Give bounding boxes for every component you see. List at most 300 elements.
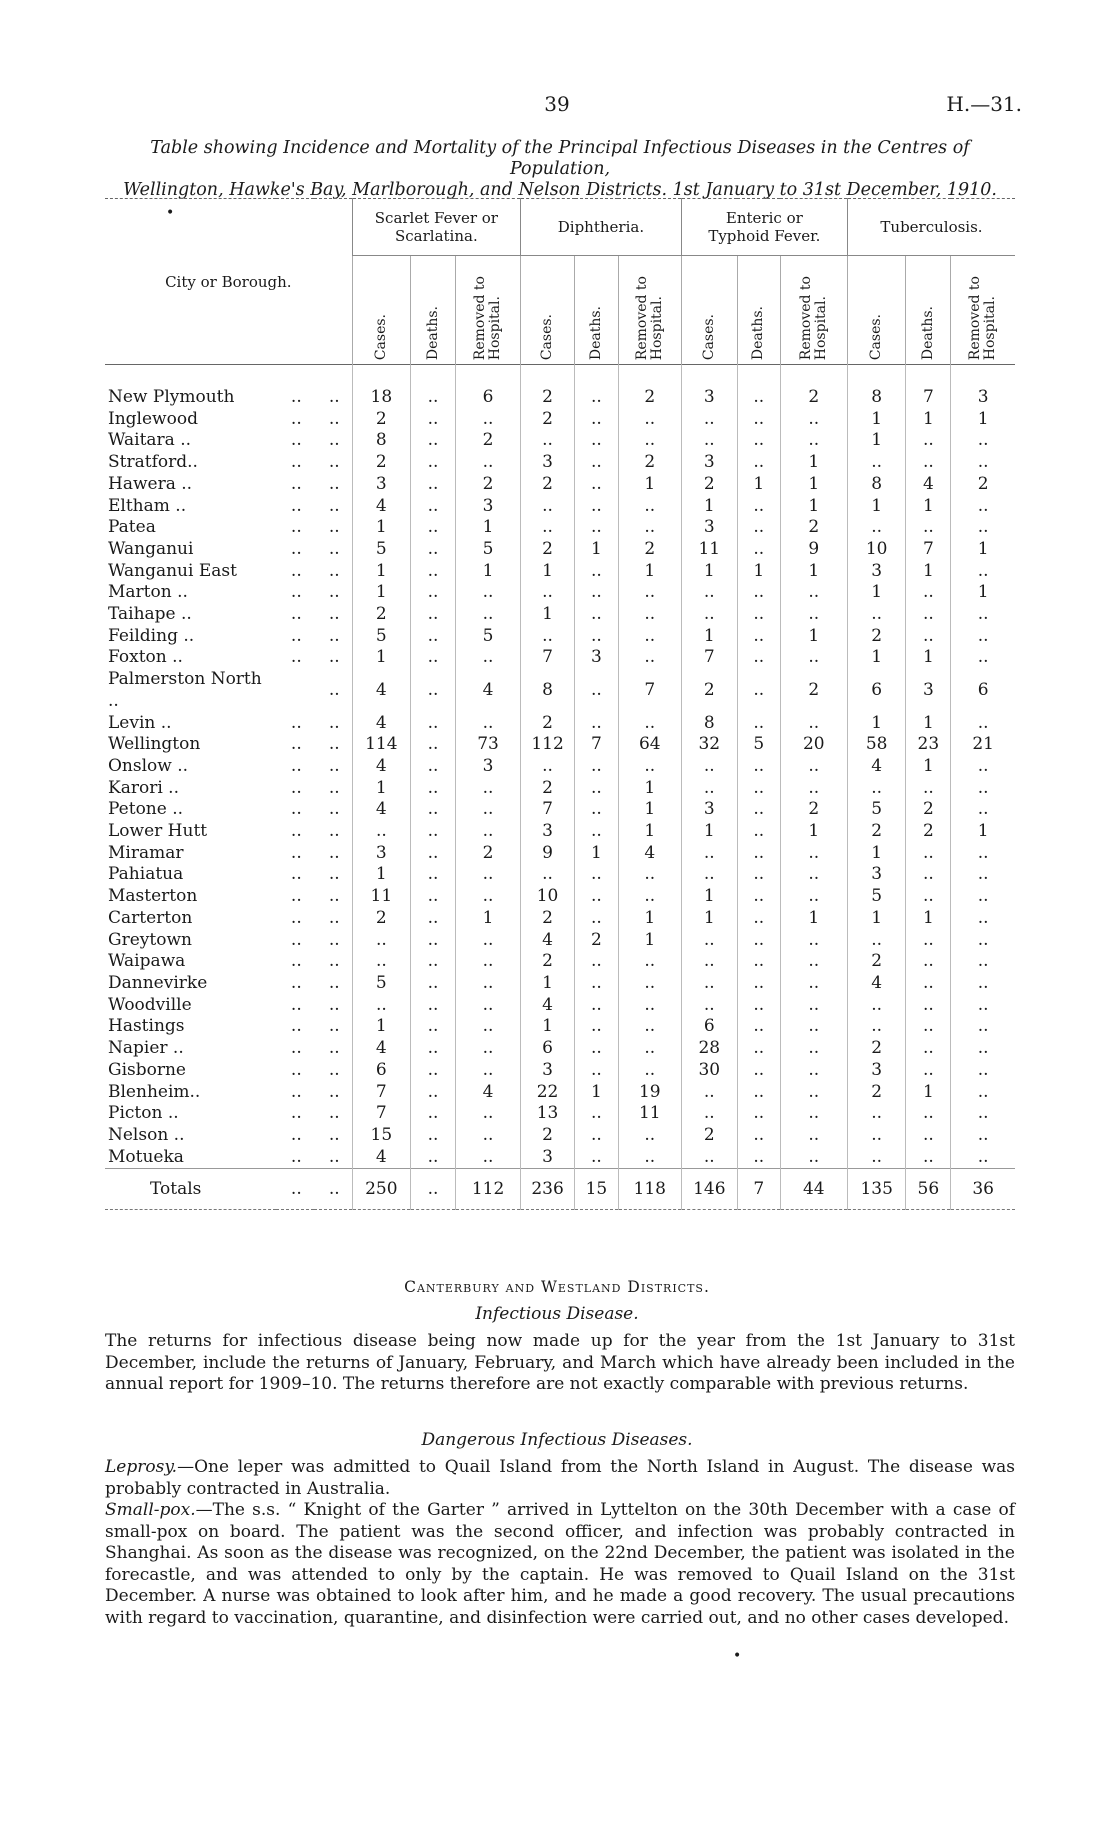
table-cell: 1 — [906, 496, 951, 518]
table-cell: 2 — [847, 951, 905, 973]
table-cell: .. — [847, 452, 905, 474]
city-name: Eltham .. — [108, 495, 187, 516]
table-cell: 44 — [780, 1169, 847, 1210]
table-cell: 4 — [352, 669, 410, 712]
table-cell: .. — [455, 1060, 520, 1082]
table-cell: 1 — [681, 626, 737, 648]
leader-dots: .. — [290, 604, 302, 625]
table-cell: 1 — [906, 647, 951, 669]
leader-dots: .. — [290, 1146, 302, 1167]
table-cell: 8 — [847, 474, 905, 496]
table-cell: 1 — [951, 409, 1015, 431]
table-cell: 56 — [906, 1169, 951, 1210]
table-cell: .. — [951, 864, 1015, 886]
subheader-deaths: Deaths. — [411, 256, 456, 365]
disease-table — [105, 198, 1015, 1210]
table-cell: .. — [455, 604, 520, 626]
table-cell: .. — [847, 995, 905, 1017]
leader-dots: .. — [290, 1081, 302, 1102]
table-cell: 8 — [847, 365, 905, 409]
table-cell: 3 — [521, 1060, 575, 1082]
table-cell: 5 — [352, 626, 410, 648]
table-cell: .. — [575, 496, 619, 518]
table-cell: .. — [411, 1169, 456, 1210]
table-cell: 4 — [352, 1038, 410, 1060]
table-cell: .. — [906, 973, 951, 995]
table-row — [105, 430, 1015, 452]
table-cell: 2 — [847, 1038, 905, 1060]
leader-dots: .. — [328, 755, 340, 776]
table-cell: .. — [411, 1038, 456, 1060]
table-cell: .. — [618, 995, 681, 1017]
table-cell: .. — [737, 951, 780, 973]
leader-dots: .. — [328, 994, 340, 1015]
subheader-removed: Removed to Hospital. — [780, 256, 847, 365]
table-cell: 1 — [575, 1082, 619, 1104]
table-row — [105, 1038, 1015, 1060]
leader-dots: .. — [290, 538, 302, 559]
table-cell: .. — [455, 647, 520, 669]
table-cell: .. — [847, 930, 905, 952]
table-cell: .. — [681, 864, 737, 886]
city-name: Hawera .. — [108, 473, 193, 494]
leader-dots: .. — [290, 821, 302, 842]
leader-dots: .. — [328, 625, 340, 646]
table-cell: .. — [906, 604, 951, 626]
table-cell: 5 — [352, 973, 410, 995]
table-cell: .. — [411, 713, 456, 735]
table-cell: 2 — [847, 821, 905, 843]
table-cell: 6 — [951, 669, 1015, 712]
table-cell: .. — [906, 582, 951, 604]
table-cell: .. — [575, 474, 619, 496]
table-cell: .. — [575, 626, 619, 648]
subheader-cases: Cases. — [847, 256, 905, 365]
leader-dots: .. — [328, 799, 340, 820]
table-cell: .. — [521, 582, 575, 604]
table-cell: .. — [737, 430, 780, 452]
table-cell: .. — [411, 409, 456, 431]
table-cell: 3 — [521, 821, 575, 843]
table-cell: .. — [411, 561, 456, 583]
table-cell: .. — [411, 604, 456, 626]
leader-dots: .. — [290, 972, 302, 993]
table-cell: .. — [411, 365, 456, 409]
table-cell: .. — [780, 951, 847, 973]
table-cell: .. — [951, 452, 1015, 474]
table-cell: 1 — [521, 561, 575, 583]
table-cell: .. — [455, 973, 520, 995]
leader-dots — [276, 669, 314, 712]
subheader-deaths: Deaths. — [737, 256, 780, 365]
city-name: Wellington — [108, 734, 201, 755]
table-cell: 1 — [681, 908, 737, 930]
table-cell: .. — [618, 1125, 681, 1147]
table-cell: 1 — [618, 799, 681, 821]
table-cell: 1 — [780, 561, 847, 583]
table-cell: 1 — [352, 864, 410, 886]
table-cell: 3 — [575, 647, 619, 669]
table-cell: .. — [737, 582, 780, 604]
city-name: Dannevirke — [108, 972, 208, 993]
table-cell: 1 — [906, 713, 951, 735]
table-cell: 1 — [521, 604, 575, 626]
table-cell: .. — [411, 821, 456, 843]
table-cell: .. — [737, 1125, 780, 1147]
table-cell: 2 — [681, 474, 737, 496]
table-cell: .. — [618, 517, 681, 539]
city-name: Inglewood — [108, 408, 198, 429]
subheader-removed: Removed to Hospital. — [951, 256, 1015, 365]
table-cell: .. — [411, 1060, 456, 1082]
subheader-cases: Cases. — [521, 256, 575, 365]
table-cell: .. — [455, 778, 520, 800]
table-cell: 9 — [780, 539, 847, 561]
leader-dots: .. — [290, 495, 302, 516]
table-cell: 7 — [906, 539, 951, 561]
leader-dots: .. — [328, 907, 340, 928]
table-cell: .. — [575, 864, 619, 886]
table-cell: .. — [737, 1060, 780, 1082]
table-cell: .. — [906, 1016, 951, 1038]
table-cell: 2 — [455, 430, 520, 452]
table-cell: 1 — [575, 843, 619, 865]
table-row — [105, 669, 1015, 712]
table-cell: .. — [618, 1147, 681, 1169]
table-cell: .. — [411, 864, 456, 886]
table-cell: 6 — [847, 669, 905, 712]
table-cell: 2 — [575, 930, 619, 952]
table-cell: 11 — [618, 1103, 681, 1125]
table-cell: .. — [847, 1103, 905, 1125]
table-cell: .. — [951, 1147, 1015, 1169]
city-name: Marton .. — [108, 582, 188, 603]
city-name: Gisborne — [108, 1059, 186, 1080]
table-row — [105, 647, 1015, 669]
table-cell: .. — [951, 1060, 1015, 1082]
table-row — [105, 539, 1015, 561]
table-row — [105, 908, 1015, 930]
table-cell: .. — [618, 647, 681, 669]
table-cell: .. — [575, 908, 619, 930]
table-cell: .. — [575, 365, 619, 409]
table-cell: .. — [951, 756, 1015, 778]
table-cell: .. — [906, 1147, 951, 1169]
leader-dots: .. — [328, 408, 340, 429]
table-cell: .. — [618, 713, 681, 735]
table-cell: .. — [575, 821, 619, 843]
city-name: Picton .. — [108, 1103, 179, 1124]
totals-label: Totals — [105, 1169, 276, 1210]
table-cell: .. — [737, 517, 780, 539]
table-row — [105, 756, 1015, 778]
leader-dots: .. — [290, 560, 302, 581]
table-cell: .. — [951, 799, 1015, 821]
table-cell: .. — [455, 452, 520, 474]
table-cell: .. — [951, 604, 1015, 626]
table-cell: 1 — [780, 821, 847, 843]
table-cell: 2 — [618, 452, 681, 474]
leader-dots: .. — [290, 517, 302, 538]
table-cell: 11 — [352, 886, 410, 908]
table-cell: .. — [575, 604, 619, 626]
table-cell: 30 — [681, 1060, 737, 1082]
table-cell: 4 — [618, 843, 681, 865]
table-cell: 7 — [521, 647, 575, 669]
table-cell: 8 — [521, 669, 575, 712]
table-cell: 4 — [455, 669, 520, 712]
table-cell: .. — [575, 582, 619, 604]
table-cell: .. — [906, 930, 951, 952]
table-cell: .. — [847, 604, 905, 626]
city-name: Wanganui East — [108, 560, 237, 581]
leader-dots: .. — [290, 452, 302, 473]
table-cell: .. — [618, 409, 681, 431]
table-cell: .. — [618, 951, 681, 973]
table-cell: 4 — [352, 1147, 410, 1169]
table-cell: .. — [737, 409, 780, 431]
table-cell: 1 — [521, 973, 575, 995]
leader-dots: .. — [290, 430, 302, 451]
table-cell: .. — [455, 582, 520, 604]
table-cell: 13 — [521, 1103, 575, 1125]
leader-dots: .. — [328, 1038, 340, 1059]
table-cell: .. — [681, 1103, 737, 1125]
table-cell: 1 — [906, 409, 951, 431]
table-cell: 3 — [681, 517, 737, 539]
table-cell: 1 — [352, 1016, 410, 1038]
table-cell: .. — [618, 582, 681, 604]
table-row — [105, 365, 1015, 409]
table-cell: .. — [737, 1147, 780, 1169]
table-cell: 2 — [951, 474, 1015, 496]
leader-dots: .. — [328, 734, 340, 755]
table-cell: .. — [780, 995, 847, 1017]
table-cell: 5 — [737, 734, 780, 756]
table-cell: 3 — [906, 669, 951, 712]
table-cell: 1 — [847, 409, 905, 431]
table-cell: .. — [737, 821, 780, 843]
table-cell: .. — [737, 886, 780, 908]
table-cell: 2 — [352, 604, 410, 626]
leader-dots: .. — [328, 387, 340, 407]
table-cell: .. — [575, 973, 619, 995]
table-cell: 4 — [847, 756, 905, 778]
leader-dots: .. — [290, 994, 302, 1015]
table-cell: .. — [951, 1103, 1015, 1125]
table-cell: 2 — [618, 365, 681, 409]
leader-dots: .. — [290, 929, 302, 950]
table-cell: 1 — [780, 474, 847, 496]
city-name: Pahiatua — [108, 864, 184, 885]
city-name: Miramar — [108, 842, 184, 863]
city-name: Waipawa — [108, 951, 186, 972]
table-cell: .. — [521, 430, 575, 452]
group-diphtheria: Diphtheria. — [521, 199, 682, 256]
table-cell: 2 — [847, 1082, 905, 1104]
table-cell: .. — [951, 973, 1015, 995]
table-cell: .. — [906, 1038, 951, 1060]
table-row — [105, 713, 1015, 735]
table-row — [105, 973, 1015, 995]
smallpox-heading: Small-pox. — [105, 1500, 196, 1520]
table-cell: .. — [737, 713, 780, 735]
table-cell: 1 — [352, 582, 410, 604]
table-cell: .. — [906, 778, 951, 800]
totals-row — [105, 1169, 1015, 1210]
table-cell: 1 — [681, 496, 737, 518]
table-cell: .. — [411, 734, 456, 756]
table-cell: 1 — [847, 496, 905, 518]
table-cell: .. — [906, 626, 951, 648]
subsection-infectious-disease: Infectious Disease. — [475, 1304, 639, 1324]
table-cell: .. — [847, 1147, 905, 1169]
table-cell: .. — [737, 626, 780, 648]
table-cell: .. — [575, 409, 619, 431]
paragraph-returns: The returns for infectious disease being now made up for the year from the 1st January to 31st December, include the returns of January, February, and March which have already been included in the annual report for 1909–10. The returns therefore are not exactly comparable with previous returns. — [105, 1331, 1015, 1394]
table-cell: .. — [951, 1125, 1015, 1147]
city-name: Blenheim.. — [108, 1081, 201, 1102]
table-cell: 6 — [455, 365, 520, 409]
table-cell: 1 — [575, 539, 619, 561]
city-header: City or Borough. — [165, 272, 292, 291]
caption-line-1: Table showing Incidence and Mortality of the Principal Infectious Diseases in the Centres of Population, — [150, 138, 970, 179]
table-cell: 7 — [618, 669, 681, 712]
table-row — [105, 995, 1015, 1017]
leader-dots: .. — [328, 517, 340, 538]
table-cell: 23 — [906, 734, 951, 756]
table-cell: .. — [411, 452, 456, 474]
table-cell: 1 — [618, 930, 681, 952]
city-name: Petone .. — [108, 799, 184, 820]
leader-dots: .. — [290, 1038, 302, 1059]
table-cell: .. — [455, 1038, 520, 1060]
table-cell: .. — [411, 756, 456, 778]
leader-dots: .. — [290, 777, 302, 798]
leader-dots: .. — [328, 712, 340, 733]
table-row — [105, 843, 1015, 865]
leader-dots: .. — [290, 842, 302, 863]
table-cell: 2 — [521, 365, 575, 409]
table-row — [105, 778, 1015, 800]
city-name: Carterton — [108, 907, 193, 928]
table-cell: .. — [737, 1016, 780, 1038]
table-cell: .. — [575, 452, 619, 474]
table-cell: 20 — [780, 734, 847, 756]
bullet-mark: • — [166, 205, 175, 221]
table-cell: 1 — [618, 908, 681, 930]
table-cell: .. — [618, 604, 681, 626]
leader-dots: .. — [328, 842, 340, 863]
table-cell: 1 — [737, 561, 780, 583]
table-cell: 1 — [951, 821, 1015, 843]
table-cell: .. — [906, 864, 951, 886]
city-name: Napier .. — [108, 1038, 184, 1059]
leader-dots: .. — [328, 951, 340, 972]
city-name: Masterton — [108, 886, 198, 907]
leader-dots: .. — [328, 452, 340, 473]
leader-dots: .. — [290, 387, 302, 407]
group-tuberculosis: Tuberculosis. — [847, 199, 1015, 256]
table-cell: 11 — [681, 539, 737, 561]
table-cell: 5 — [847, 886, 905, 908]
city-name: Taihape .. — [108, 604, 192, 625]
city-name: Levin .. — [108, 712, 172, 733]
section-title: Canterbury and Westland Districts. — [404, 1278, 710, 1296]
table-cell: .. — [681, 409, 737, 431]
table-cell: 7 — [521, 799, 575, 821]
table-cell: 1 — [681, 886, 737, 908]
table-row — [105, 886, 1015, 908]
subheader-cases: Cases. — [681, 256, 737, 365]
table-cell: .. — [521, 496, 575, 518]
table-cell: .. — [455, 951, 520, 973]
table-cell: .. — [737, 756, 780, 778]
table-cell: .. — [737, 995, 780, 1017]
table-cell: .. — [847, 1125, 905, 1147]
table-row — [105, 734, 1015, 756]
page-number: 39 — [544, 92, 570, 116]
table-cell: 135 — [847, 1169, 905, 1210]
table-cell: 3 — [847, 864, 905, 886]
table-cell: .. — [681, 973, 737, 995]
table-cell: 2 — [521, 409, 575, 431]
table-cell: 7 — [575, 734, 619, 756]
table-cell: .. — [737, 539, 780, 561]
table-cell: 15 — [352, 1125, 410, 1147]
table-cell: .. — [737, 365, 780, 409]
table-cell: 4 — [455, 1082, 520, 1104]
table-cell: .. — [411, 1082, 456, 1104]
leader-dots: .. — [328, 1016, 340, 1037]
table-cell: 1 — [906, 908, 951, 930]
table-cell: 1 — [780, 452, 847, 474]
table-cell: .. — [575, 669, 619, 712]
table-cell: 4 — [352, 496, 410, 518]
leader-dots: .. — [328, 1081, 340, 1102]
table-cell: .. — [951, 713, 1015, 735]
table-cell: 1 — [906, 756, 951, 778]
group-enteric-fever: Enteric or Typhoid Fever. — [681, 199, 847, 256]
leader-dots: .. — [290, 473, 302, 494]
table-cell: 1 — [847, 843, 905, 865]
table-cell: .. — [906, 843, 951, 865]
table-cell: .. — [411, 973, 456, 995]
table-cell: 2 — [780, 517, 847, 539]
table-cell: 19 — [618, 1082, 681, 1104]
table-cell: 1 — [906, 1082, 951, 1104]
table-cell: .. — [780, 1060, 847, 1082]
table-cell: .. — [521, 756, 575, 778]
table-cell: 2 — [906, 799, 951, 821]
table-cell: .. — [737, 973, 780, 995]
table-cell: 1 — [951, 582, 1015, 604]
table-cell: 2 — [352, 908, 410, 930]
bullet-mark: • — [733, 1648, 742, 1664]
subheader-deaths: Deaths. — [575, 256, 619, 365]
table-cell: 2 — [521, 951, 575, 973]
table-cell: 2 — [681, 669, 737, 712]
table-cell: 1 — [780, 496, 847, 518]
leader-dots: .. — [328, 582, 340, 603]
table-cell: 10 — [521, 886, 575, 908]
table-cell: .. — [906, 1060, 951, 1082]
table-cell: 6 — [352, 1060, 410, 1082]
table-cell: 1 — [780, 626, 847, 648]
table-cell: 36 — [951, 1169, 1015, 1210]
leader-dots: .. — [328, 972, 340, 993]
leader-dots: .. — [328, 473, 340, 494]
